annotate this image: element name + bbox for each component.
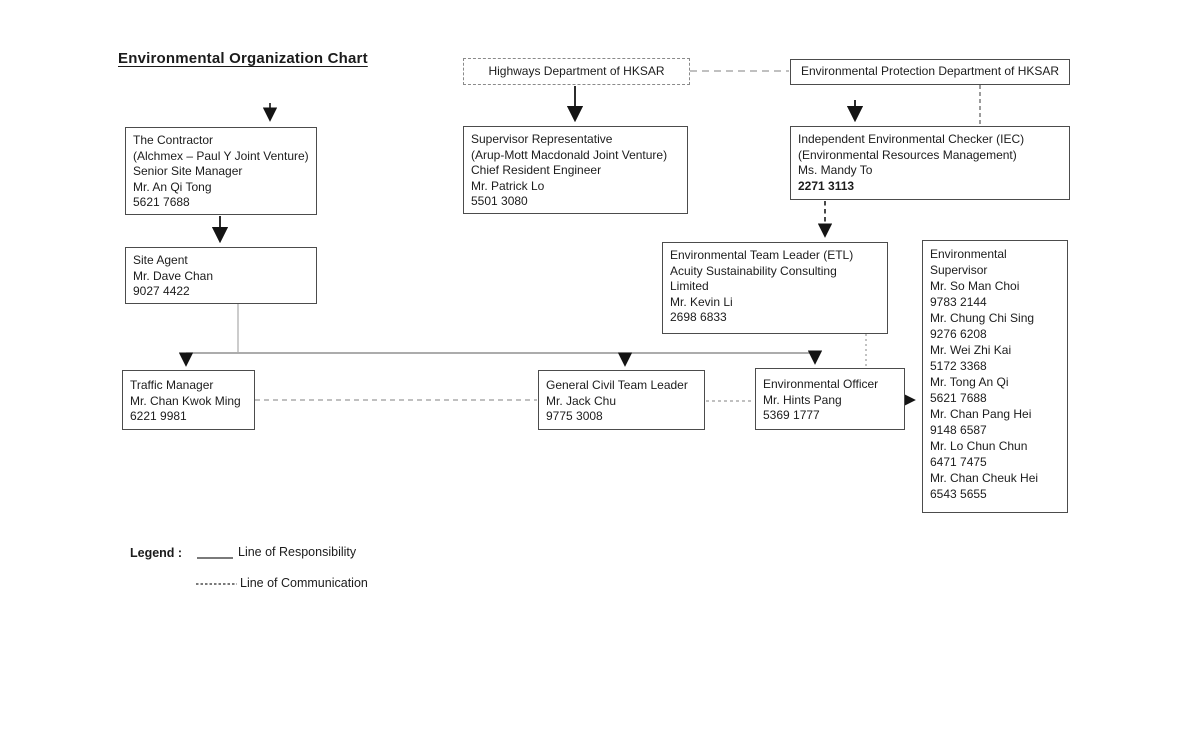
box-text-line: Mr. Wei Zhi Kai <box>930 343 1012 357</box>
box-text-line: Senior Site Manager <box>133 164 243 178</box>
node-site-agent <box>125 247 317 304</box>
box-text-line: Mr. Tong An Qi <box>930 375 1009 389</box>
box-text-line: Highways Department of HKSAR <box>488 63 665 78</box>
box-text-line: Mr. Kevin Li <box>670 294 733 309</box>
node-highways-department <box>463 58 690 85</box>
box-text-line: Ms. Mandy To <box>798 163 873 177</box>
box-text-line: Environmental Protection Department of HKSAR <box>800 64 1060 79</box>
box-text-line: The Contractor <box>133 133 214 147</box>
page-title: Environmental Organization Chart <box>118 50 368 67</box>
legend-responsibility-label: Line of Responsibility <box>238 545 357 559</box>
box-text-line: Mr. Hints Pang <box>763 392 842 407</box>
box-text-line: 5172 3368 <box>930 359 987 373</box>
box-text-line: 9775 3008 <box>546 409 603 423</box>
box-text-line: Mr. Lo Chun Chun <box>930 439 1028 453</box>
box-text-line: Environmental Officer <box>763 377 879 391</box>
box-text-line: Mr. Patrick Lo <box>471 178 545 193</box>
box-text-line: Acuity Sustainability Consulting <box>670 263 837 278</box>
box-text-line: Mr. An Qi Tong <box>133 179 212 194</box>
box-text-line: Mr. Chan Kwok Ming <box>130 393 241 408</box>
box-text-line: (Arup-Mott Macdonald Joint Venture) <box>471 147 668 162</box>
node-environmental-supervisor <box>922 240 1068 513</box>
box-text-line: 9276 6208 <box>930 327 987 341</box>
node-independent-environmental-checker <box>790 126 1070 200</box>
box-text-line: Mr. Jack Chu <box>546 393 617 408</box>
box-text-line: Chief Resident Engineer <box>471 163 602 177</box>
box-text-line: (Alchmex – Paul Y Joint Venture) <box>133 148 309 163</box>
box-text-line: Site Agent <box>133 253 188 267</box>
box-text-line: 5501 3080 <box>471 194 528 208</box>
box-text-line: Limited <box>670 279 709 293</box>
box-text-line: Environmental <box>930 247 1007 261</box>
node-supervisor-representative <box>463 126 688 214</box>
box-text-line: Mr. Chung Chi Sing <box>930 311 1035 325</box>
box-text-line: 5621 7688 <box>133 195 190 209</box>
box-text-line: 5369 1777 <box>763 408 820 422</box>
box-text-line: Supervisor <box>930 263 988 277</box>
box-text-line: Mr. So Man Choi <box>930 279 1020 293</box>
box-text-line: Traffic Manager <box>130 378 214 392</box>
node-contractor <box>125 127 317 215</box>
legend-communication-label: Line of Communication <box>240 576 368 590</box>
node-environmental-team-leader <box>662 242 888 334</box>
box-text-line: Mr. Dave Chan <box>133 268 214 283</box>
box-text-line: Mr. Chan Cheuk Hei <box>930 471 1039 485</box>
node-traffic-manager <box>122 370 255 430</box>
box-text-line: Mr. Chan Pang Hei <box>930 407 1032 421</box>
box-text-line: 5621 7688 <box>930 391 987 405</box>
box-text-line: Supervisor Representative <box>471 132 613 146</box>
box-text-line: 6543 5655 <box>930 487 987 501</box>
box-text-line: Environmental Team Leader (ETL) <box>670 248 854 262</box>
legend-label: Legend : <box>130 546 183 560</box>
node-general-civil-team-leader <box>538 370 705 430</box>
box-text-line: 9783 2144 <box>930 295 987 309</box>
box-text-line: General Civil Team Leader <box>546 378 688 392</box>
box-text-line: (Environmental Resources Management) <box>798 147 1017 162</box>
box-text-line: Independent Environmental Checker (IEC) <box>798 132 1025 146</box>
box-text-line: 2271 3113 <box>798 178 855 193</box>
box-text-line: 9027 4422 <box>133 284 190 298</box>
box-text-line: 2698 6833 <box>670 310 727 324</box>
node-environmental-officer <box>755 368 905 430</box>
box-text-line: 6221 9981 <box>130 409 187 423</box>
box-text-line: 9148 6587 <box>930 423 987 437</box>
box-text-line: 6471 7475 <box>930 455 987 469</box>
node-environmental-protection-department <box>790 59 1070 85</box>
